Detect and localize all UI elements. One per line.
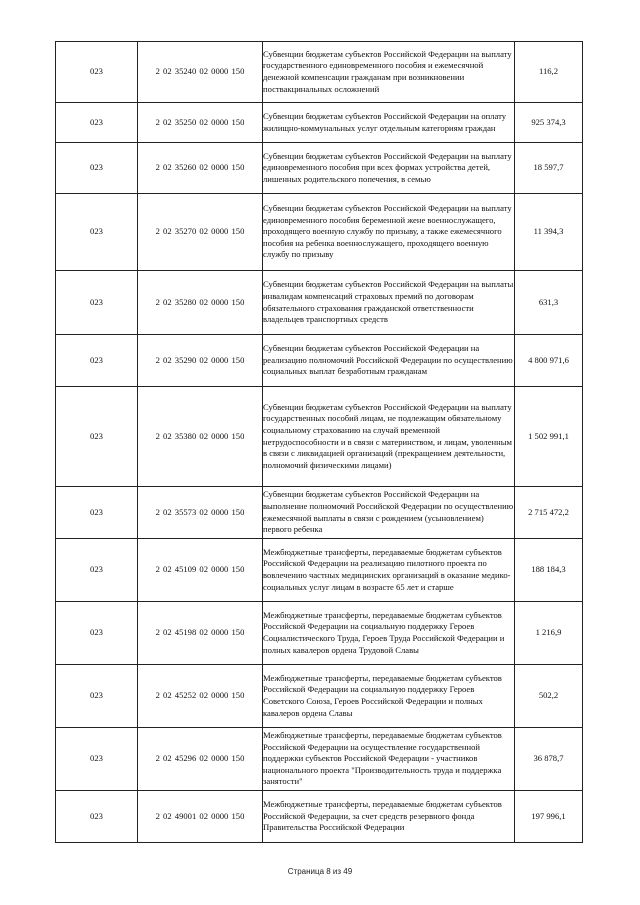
description-cell: Субвенции бюджетам субъектов Российской Федерации на выплату единовременного пособия беременной жене военнослужащего, проходящего военную службу по призыву, а также ежемесячного пособия на ребенка военнослужащего, проходящего военную службу по призыву — [263, 194, 515, 271]
description-cell: Межбюджетные трансферты, передаваемые бюджетам субъектов Российской Федерации на социальную поддержку Героев Советского Союза, Героев Российской Федерации и полных кавалеров ордена Славы — [263, 665, 515, 728]
description-cell: Межбюджетные трансферты, передаваемые бюджетам субъектов Российской Федерации на осуществление государственной поддержки субъектов Российской Федерации - участников национального проекта "Производительность труда и поддержка занятости" — [263, 728, 515, 791]
table-row — [56, 335, 583, 387]
amount-cell: 11 394,3 — [515, 194, 583, 271]
table-row — [56, 271, 583, 335]
description-cell: Субвенции бюджетам субъектов Российской Федерации на выплату государственных пособий лицам, не подлежащим обязательному социальному страхованию на случай временной нетрудоспособности и в связи с материнством, и лицам, уволенным в связи с ликвидацией организаций (прекращением деятельности, полномочий физическими лицами) — [263, 387, 515, 487]
amount-cell: 188 184,3 — [515, 539, 583, 602]
description-cell: Межбюджетные трансферты, передаваемые бюджетам субъектов Российской Федерации на социальную поддержку Героев Социалистического Труда, Героев Труда Российской Федерации и полных кавалеров ордена Трудовой Славы — [263, 602, 515, 665]
page-number-footer: Страница 8 из 49 — [287, 867, 353, 876]
budget-code-cell: 2 02 49001 02 0000 150 — [138, 791, 263, 843]
description-cell: Субвенции бюджетам субъектов Российской Федерации на оплату жилищно-коммунальных услуг отдельным категориям граждан — [263, 103, 515, 143]
admin-code-cell: 023 — [56, 271, 138, 335]
description-cell: Межбюджетные трансферты, передаваемые бюджетам субъектов Российской Федерации на реализацию пилотного проекта по вовлечению частных медицинских организаций в оказание медико-социальных услуг лицам в возрасте 65 лет и старше — [263, 539, 515, 602]
description-cell: Субвенции бюджетам субъектов Российской Федерации на выполнение полномочий Российской Федерации по осуществлению ежемесячной выплаты в связи с рождением (усыновлением) первого ребенка — [263, 487, 515, 539]
amount-cell: 36 878,7 — [515, 728, 583, 791]
budget-code-cell: 2 02 45296 02 0000 150 — [138, 728, 263, 791]
table-row — [56, 42, 583, 103]
amount-cell: 197 996,1 — [515, 791, 583, 843]
budget-code-cell: 2 02 35573 02 0000 150 — [138, 487, 263, 539]
description-cell: Субвенции бюджетам субъектов Российской Федерации на выплату единовременного пособия при всех формах устройства детей, лишенных родительского попечения, в семью — [263, 143, 515, 194]
table-row — [56, 487, 583, 539]
description-cell: Межбюджетные трансферты, передаваемые бюджетам субъектов Российской Федерации, за счет средств резервного фонда Правительства Российской Федерации — [263, 791, 515, 843]
budget-code-cell: 2 02 45109 02 0000 150 — [138, 539, 263, 602]
amount-cell: 18 597,7 — [515, 143, 583, 194]
admin-code-cell: 023 — [56, 665, 138, 728]
description-cell: Субвенции бюджетам субъектов Российской Федерации на выплату государственного единовременного пособия и ежемесячной денежной компенсации гражданам при возникновении поствакцинальных осложнений — [263, 42, 515, 103]
budget-code-cell: 2 02 35280 02 0000 150 — [138, 271, 263, 335]
amount-cell: 925 374,3 — [515, 103, 583, 143]
admin-code-cell: 023 — [56, 487, 138, 539]
budget-code-cell: 2 02 35240 02 0000 150 — [138, 42, 263, 103]
admin-code-cell: 023 — [56, 103, 138, 143]
amount-cell: 631,3 — [515, 271, 583, 335]
table-row — [56, 387, 583, 487]
table-row — [56, 602, 583, 665]
admin-code-cell: 023 — [56, 539, 138, 602]
table-row — [56, 539, 583, 602]
table-row — [56, 791, 583, 843]
admin-code-cell: 023 — [56, 42, 138, 103]
admin-code-cell: 023 — [56, 335, 138, 387]
admin-code-cell: 023 — [56, 194, 138, 271]
admin-code-cell: 023 — [56, 387, 138, 487]
description-cell: Субвенции бюджетам субъектов Российской Федерации на реализацию полномочий Российской Федерации по осуществлению социальных выплат безработным гражданам — [263, 335, 515, 387]
table-row — [56, 103, 583, 143]
admin-code-cell: 023 — [56, 791, 138, 843]
table-row — [56, 143, 583, 194]
amount-cell: 1 502 991,1 — [515, 387, 583, 487]
budget-code-cell: 2 02 45198 02 0000 150 — [138, 602, 263, 665]
budget-code-cell: 2 02 35270 02 0000 150 — [138, 194, 263, 271]
description-cell: Субвенции бюджетам субъектов Российской Федерации на выплаты инвалидам компенсаций страховых премий по договорам обязательного страхования гражданской ответственности владельцев транспортных средств — [263, 271, 515, 335]
budget-code-cell: 2 02 35260 02 0000 150 — [138, 143, 263, 194]
admin-code-cell: 023 — [56, 728, 138, 791]
amount-cell: 502,2 — [515, 665, 583, 728]
table-row — [56, 665, 583, 728]
budget-code-cell: 2 02 35290 02 0000 150 — [138, 335, 263, 387]
budget-code-cell: 2 02 35380 02 0000 150 — [138, 387, 263, 487]
amount-cell: 4 800 971,6 — [515, 335, 583, 387]
table-row — [56, 194, 583, 271]
budget-code-cell: 2 02 45252 02 0000 150 — [138, 665, 263, 728]
admin-code-cell: 023 — [56, 602, 138, 665]
amount-cell: 2 715 472,2 — [515, 487, 583, 539]
table-row — [56, 728, 583, 791]
amount-cell: 116,2 — [515, 42, 583, 103]
admin-code-cell: 023 — [56, 143, 138, 194]
budget-table — [55, 41, 583, 843]
amount-cell: 1 216,9 — [515, 602, 583, 665]
budget-code-cell: 2 02 35250 02 0000 150 — [138, 103, 263, 143]
